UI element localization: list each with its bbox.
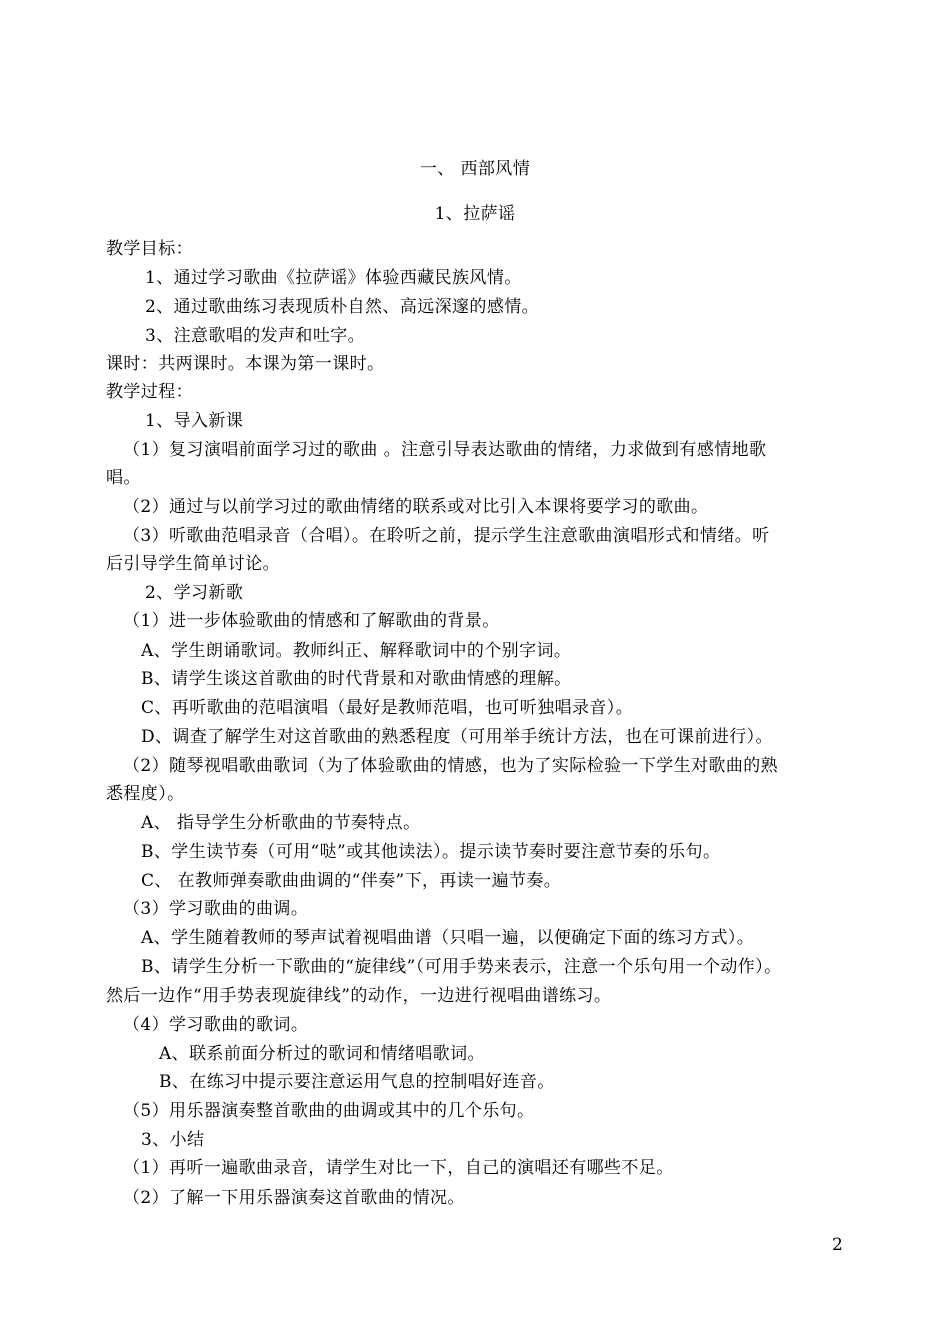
paragraph-line: A、 指导学生分析歌曲的节奏特点。: [141, 813, 421, 833]
objective-item: 1、通过学习歌曲《拉萨谣》体验西藏民族风情。: [145, 268, 522, 288]
paragraph-line: 然后一边作“用手势表现旋律线”的动作，一边进行视唱曲谱练习。: [106, 986, 612, 1006]
objective-item: 3、注意歌唱的发声和吐字。: [145, 326, 366, 346]
paragraph-line: A、学生朗诵歌词。教师纠正、解释歌词中的个别字词。: [141, 641, 572, 661]
section-heading-objectives: 教学目标：: [106, 239, 193, 259]
section-heading-process: 教学过程：: [106, 382, 193, 402]
process-step-heading: 3、小结: [141, 1130, 205, 1150]
paragraph-line: （2）通过与以前学习过的歌曲情绪的联系或对比引入本课将要学习的歌曲。: [123, 497, 709, 517]
paragraph-line: （1）复习演唱前面学习过的歌曲 。注意引导表达歌曲的情绪，力求做到有感情地歌: [123, 440, 767, 460]
paragraph-line: B、学生读节奏（可用“哒”或其他读法）。提示读节奏时要注意节奏的乐句。: [141, 842, 721, 862]
page-number: 2: [832, 1235, 843, 1255]
paragraph-line: D、调查了解学生对这首歌曲的熟悉程度（可用举手统计方法，也在可课前进行）。: [141, 727, 773, 747]
paragraph-line: B、请学生分析一下歌曲的“旋律线”（可用手势来表示，注意一个乐句用一个动作）。: [141, 957, 782, 977]
paragraph-line: （5）用乐器演奏整首歌曲的曲调或其中的几个乐句。: [123, 1101, 535, 1121]
paragraph-line: A、学生随着教师的琴声试着视唱曲谱（只唱一遍，以便确定下面的练习方式）。: [141, 928, 755, 948]
paragraph-line: 悉程度）。: [106, 784, 185, 804]
paragraph-line: 唱。: [106, 468, 141, 488]
chapter-title: 一、 西部风情: [419, 159, 531, 179]
paragraph-line: A、联系前面分析过的歌词和情绪唱歌词。: [159, 1044, 485, 1064]
objective-item: 2、通过歌曲练习表现质朴自然、高远深邃的感情。: [145, 297, 540, 317]
paragraph-line: （2）了解一下用乐器演奏这首歌曲的情况。: [123, 1188, 465, 1208]
paragraph-line: （2）随琴视唱歌曲歌词（为了体验歌曲的情感，也为了实际检验一下学生对歌曲的熟: [123, 756, 779, 776]
paragraph-line: （1）再听一遍歌曲录音，请学生对比一下，自己的演唱还有哪些不足。: [123, 1158, 674, 1178]
process-step-heading: 1、导入新课: [145, 411, 244, 431]
process-step-heading: 2、学习新歌: [145, 583, 244, 603]
paragraph-line: C、再听歌曲的范唱演唱（最好是教师范唱，也可听独唱录音）。: [141, 698, 634, 718]
class-hours: 课时：共两课时。本课为第一课时。: [106, 354, 385, 374]
paragraph-line: （3）听歌曲范唱录音（合唱）。在聆听之前，提示学生注意歌曲演唱形式和情绪。听: [123, 526, 770, 546]
paragraph-line: （1）进一步体验歌曲的情感和了解歌曲的背景。: [123, 611, 500, 631]
paragraph-line: C、 在教师弹奏歌曲曲调的“伴奏”下，再读一遍节奏。: [141, 871, 562, 891]
paragraph-line: B、在练习中提示要注意运用气息的控制唱好连音。: [159, 1072, 555, 1092]
paragraph-line: B、请学生谈这首歌曲的时代背景和对歌曲情感的理解。: [141, 669, 572, 689]
paragraph-line: （4）学习歌曲的歌词。: [123, 1015, 309, 1035]
paragraph-line: 后引导学生简单讨论。: [106, 554, 280, 574]
lesson-title: 1、拉萨谣: [434, 204, 516, 224]
paragraph-line: （3）学习歌曲的曲调。: [123, 899, 309, 919]
